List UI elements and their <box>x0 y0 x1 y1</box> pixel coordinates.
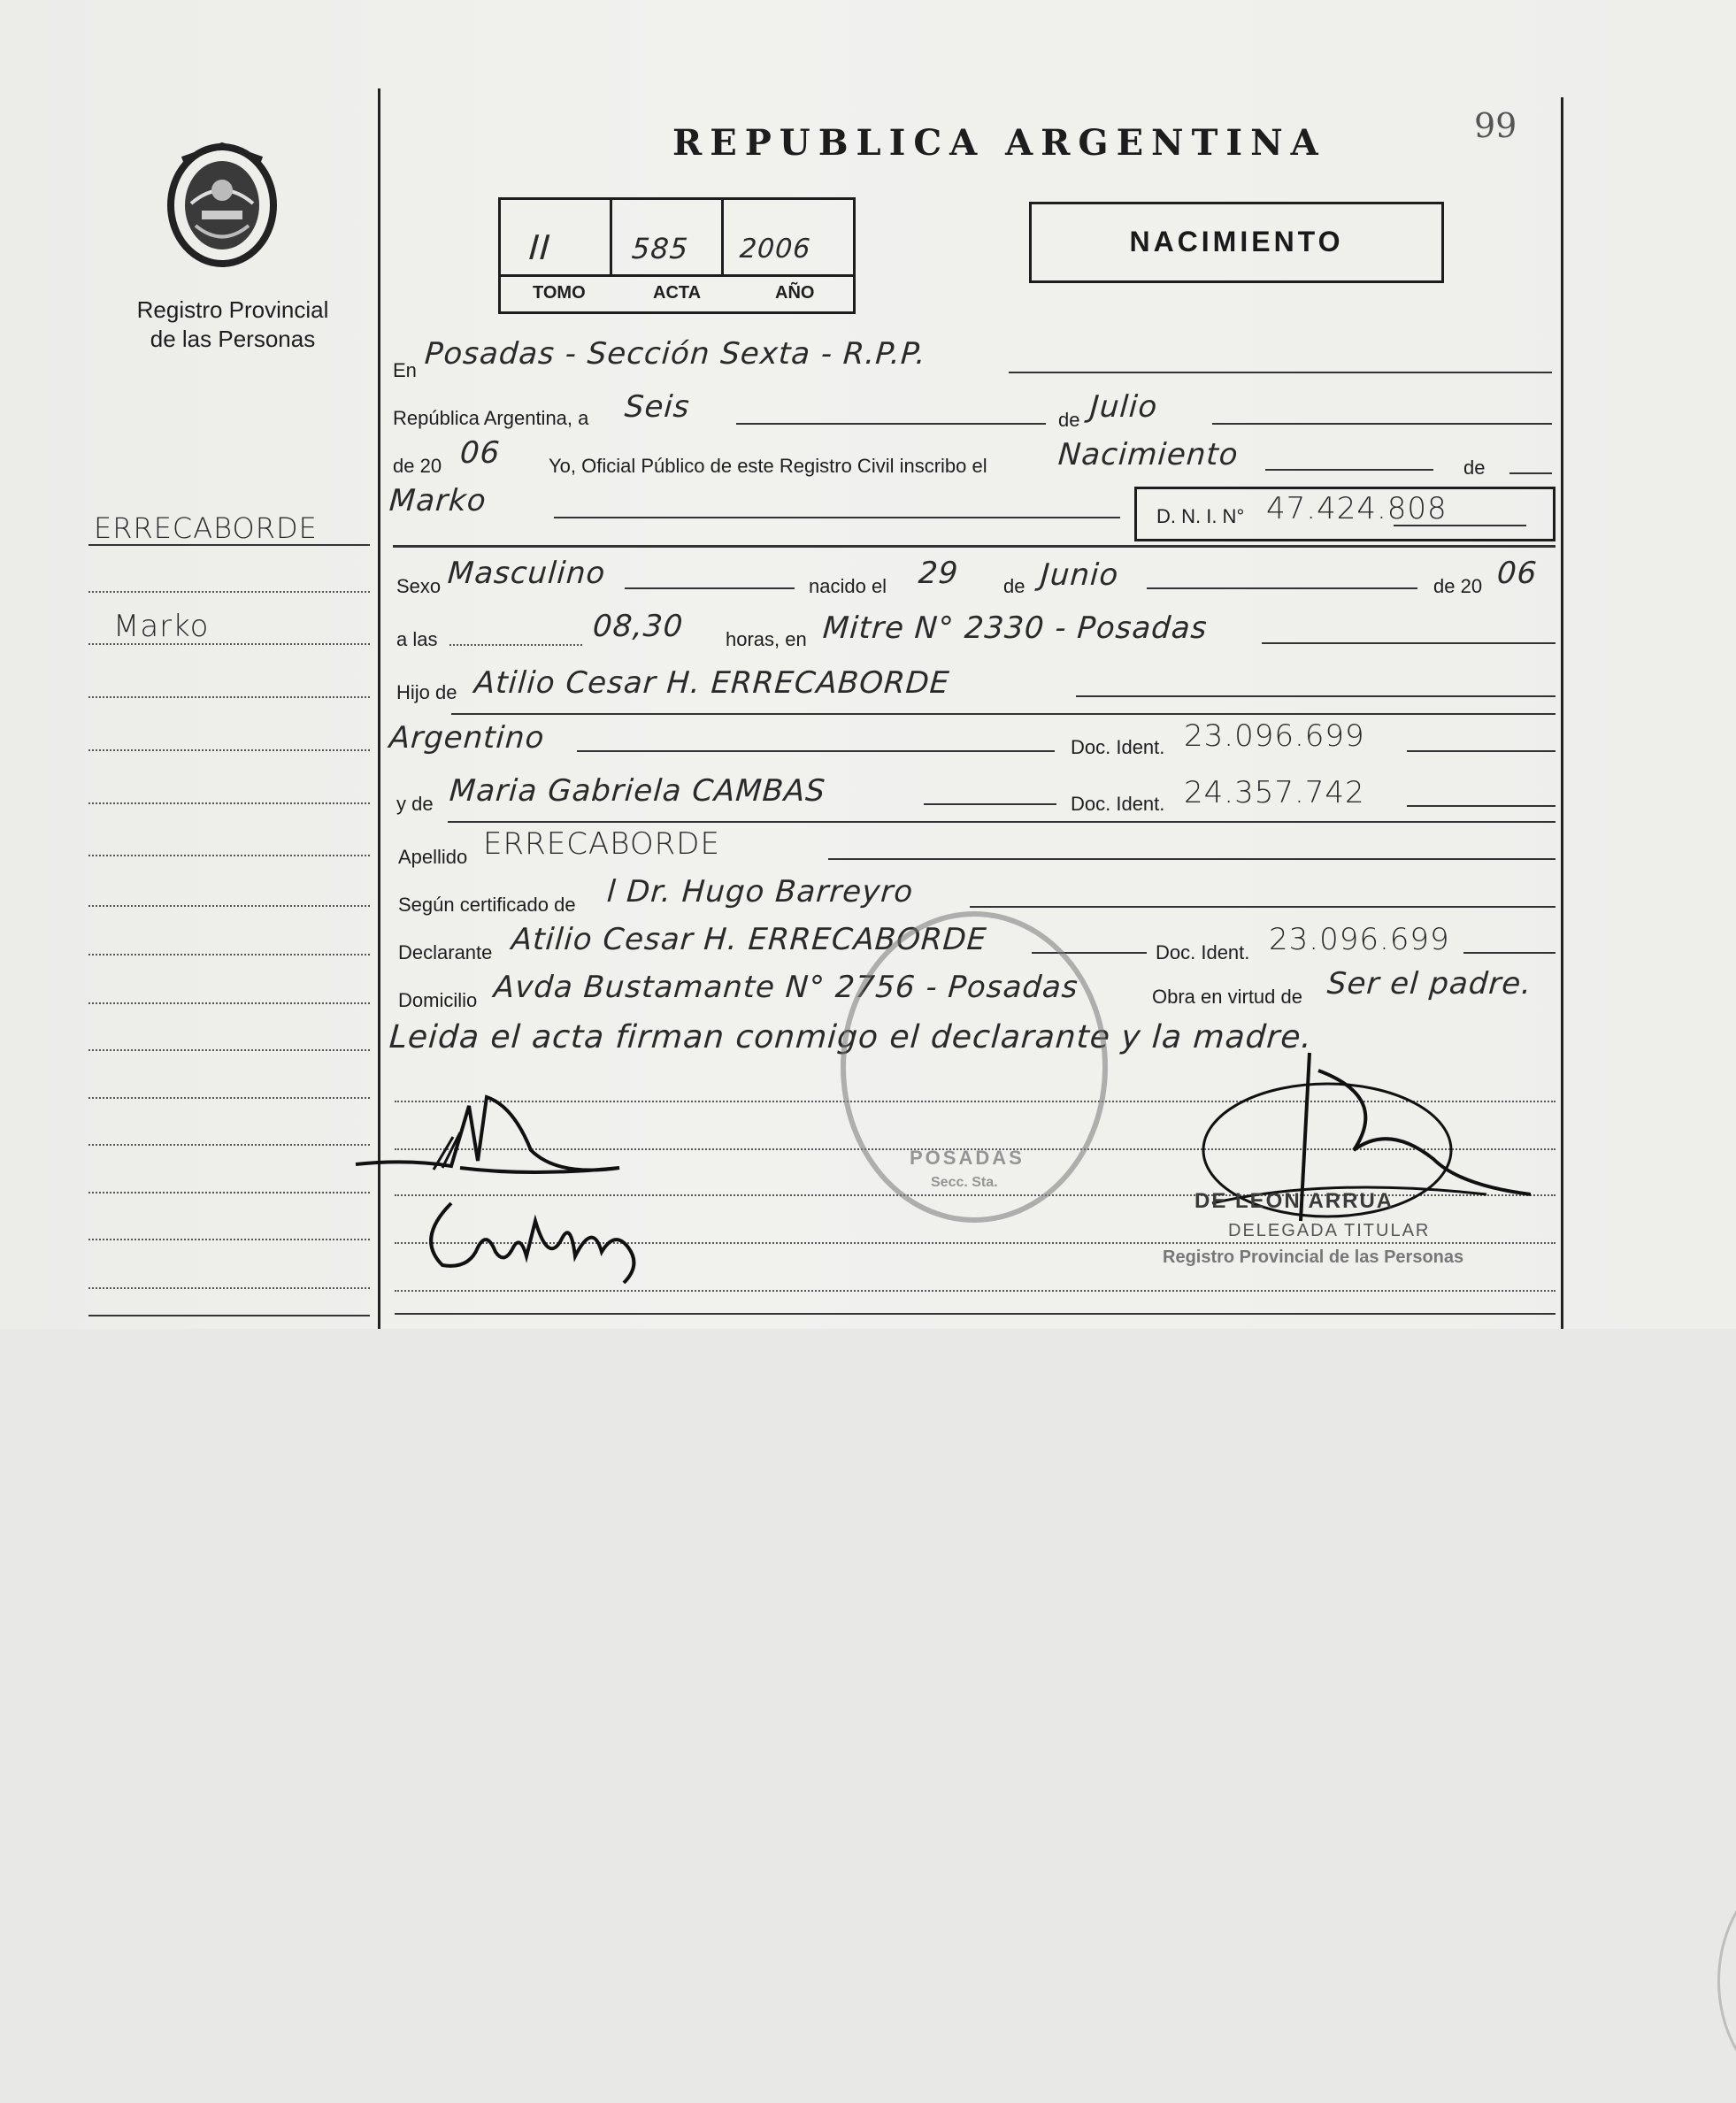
act-type-box <box>1029 202 1444 283</box>
stamp-org: Registro Provincial de las Personas <box>1163 1247 1464 1267</box>
dni-value: 47.424.808 <box>1266 491 1448 526</box>
certificado-label: Según certificado de <box>398 894 576 916</box>
anio-label: AÑO <box>775 283 815 303</box>
right-border <box>1561 97 1563 1329</box>
sexo-value: Masculino <box>446 556 607 591</box>
obra-value: Ser el padre. <box>1325 966 1533 1002</box>
acta-label: ACTA <box>653 283 702 303</box>
declarante-value: Atilio Cesar H. ERRECABORDE <box>510 922 988 957</box>
declarante-doc: 23.096.699 <box>1269 922 1450 957</box>
oficial-label: Yo, Oficial Público de este Registro Civil inscribo el <box>549 455 987 477</box>
official-signature <box>1194 1044 1531 1247</box>
anio-value: 2006 <box>738 234 812 265</box>
leida-value: Leida el acta firman conmigo el declarante y la madre. <box>388 1019 1314 1055</box>
republica-label: República Argentina, a <box>393 407 589 429</box>
page-title: REPUBLICA ARGENTINA <box>672 122 1326 164</box>
seal-city: POSADAS <box>910 1147 1025 1169</box>
certificado-value: l Dr. Hugo Barreyro <box>605 874 915 910</box>
hora-value: 08,30 <box>591 609 685 644</box>
acta-value: 585 <box>630 232 690 265</box>
docident-label: Doc. Ident. <box>1071 736 1165 758</box>
seal-sub: Secc. Sta. <box>931 1175 998 1190</box>
en-label: En <box>393 359 417 381</box>
year-value: 06 <box>458 435 502 471</box>
act-type: NACIMIENTO <box>1129 226 1344 257</box>
name-value: Marko <box>388 483 488 518</box>
registry-name <box>106 295 359 354</box>
declarante-signature <box>354 1071 637 1203</box>
obra-label: Obra en virtud de <box>1152 986 1302 1008</box>
mother-signature <box>416 1186 681 1292</box>
page-number: 99 <box>1474 106 1517 145</box>
birth-month: Junio <box>1039 557 1120 593</box>
birth-year: 06 <box>1495 556 1539 591</box>
day-value: Seis <box>623 389 692 425</box>
dni-label: D. N. I. N° <box>1156 505 1245 527</box>
sexo-label: Sexo <box>396 575 442 597</box>
horas-label: horas, en <box>726 628 807 650</box>
padre-nacionalidad: Argentino <box>388 720 546 756</box>
padre-doc: 23.096.699 <box>1184 718 1365 754</box>
year-prefix: de 20 <box>393 455 442 477</box>
tomo-value: II <box>527 228 552 267</box>
dni-box <box>1134 487 1555 541</box>
apellido-label: Apellido <box>398 846 468 868</box>
en-value: Posadas - Sección Sexta - R.P.P. <box>423 336 928 372</box>
madre-value: Maria Gabriela CAMBAS <box>448 773 827 809</box>
margin-surname: ERRECABORDE <box>94 511 318 545</box>
domicilio-value: Avda Bustamante N° 2756 - Posadas <box>492 970 1079 1005</box>
yde-label: y de <box>396 793 434 815</box>
stamp-name: DE LEON ARRUA <box>1194 1189 1394 1213</box>
docident3-label: Doc. Ident. <box>1156 941 1250 963</box>
lugar-value: Mitre N° 2330 - Posadas <box>821 610 1209 646</box>
de20-label: de 20 <box>1433 575 1483 597</box>
apellido-value: ERRECABORDE <box>483 826 720 862</box>
stamp-role: DELEGADA TITULAR <box>1228 1221 1431 1240</box>
domicilio-label: Domicilio <box>398 989 478 1011</box>
de-label: de <box>1058 409 1080 431</box>
madre-doc: 24.357.742 <box>1184 775 1365 810</box>
padre-value: Atilio Cesar H. ERRECABORDE <box>472 665 951 701</box>
hijo-label: Hijo de <box>396 681 457 703</box>
official-seal <box>841 911 1108 1223</box>
docident2-label: Doc. Ident. <box>1071 793 1165 815</box>
month-value: Julio <box>1088 389 1159 425</box>
registry-line1: Registro Provincial <box>136 296 329 323</box>
de2-label: de <box>1463 457 1486 479</box>
acto-value: Nacimiento <box>1056 437 1240 472</box>
nacido-label: nacido el <box>809 575 887 597</box>
registry-line2: de las Personas <box>150 326 316 352</box>
misiones-coat-of-arms-icon <box>165 142 280 274</box>
tomo-label: TOMO <box>533 283 586 303</box>
de3-label: de <box>1003 575 1025 597</box>
alas-label: a las <box>396 628 438 650</box>
margin-name: Marko <box>113 609 210 644</box>
birth-day: 29 <box>917 556 960 591</box>
declarante-label: Declarante <box>398 941 493 963</box>
record-number-box <box>498 197 856 314</box>
